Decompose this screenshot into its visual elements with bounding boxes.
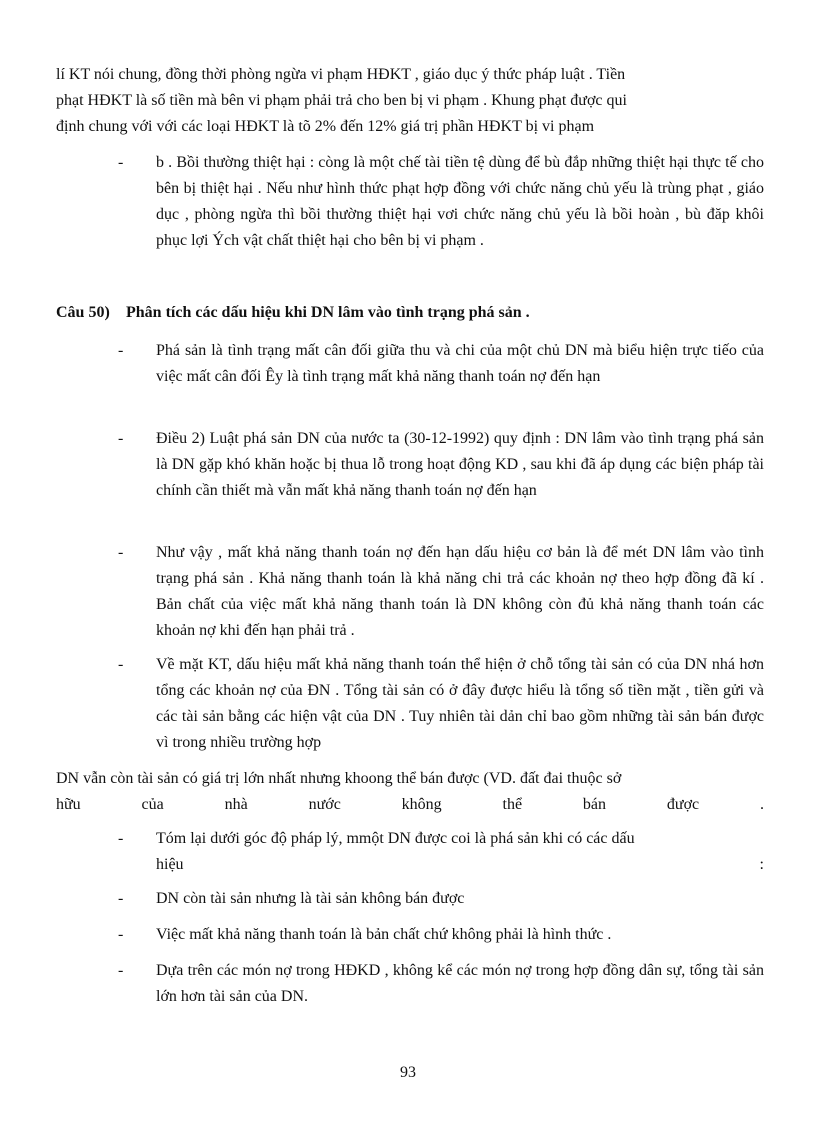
word: nhà [224,796,248,813]
bullet-dash: - [118,656,124,673]
bullet-dash: - [118,430,124,447]
intro-paragraph [56,62,764,140]
item-text: Phá sản là tình trạng mất cân đối giữa thu và chi của một chủ DN mà biểu hiện trực tiếo của việc mất cân đối Êy là tình trạng mất khả năng thanh toán nợ đến hạn [156,342,764,385]
summary-item [118,886,764,912]
word: . [759,796,764,813]
item-text: DN còn tài sản nhưng là tài sản không bán được [156,890,465,907]
word: được [666,796,700,813]
continuation-line: DN vẫn còn tài sản có giá trị lớn nhất nhưng khoong thể bán được (VD. đất đai thuộc sở [56,770,622,787]
continuation-spread-line [56,792,764,818]
word: hữu [56,796,81,813]
summary-item [118,958,764,1010]
list-item [118,540,764,644]
page-number: 93 [400,1064,416,1081]
bullet-dash: - [118,154,124,171]
item-text: Về mặt KT, dấu hiệu mất khả năng thanh toán thể hiện ở chỗ tổng tài sản có của DN nhá hơn tổng các khoản nợ của ĐN . Tổng tài sản có ở đây được hiểu là tổng số tiền mặt , tiền gửi và các tài sản bằng các hiện vật của DN . Tuy nhiên tài dản chỉ bao gồm những tài sản bán được vì trong nhiều trường hợp [156,656,764,751]
item-text: Như vậy , mất khả năng thanh toán nợ đến hạn dấu hiệu cơ bản là để mét DN lâm vào tình trạng phá sản . Khả năng thanh toán là khả năng chi trả các khoản nợ theo hợp đồng đã kí . Bản chất của việc mất khả năng thanh toán là DN không còn đủ khả năng thanh toán các khoản nợ khi đến hạn phải trả . [156,544,764,639]
continuation-paragraph [56,766,764,818]
word: bán [582,796,607,813]
question-title: Phân tích các dấu hiệu khi DN lâm vào tình trạng phá sản . [126,304,530,321]
item-colon: : [759,856,764,873]
item-text: Việc mất khả năng thanh toán là bản chất chứ không phải là hình thức . [156,926,612,943]
intro-line: phạt HĐKT là số tiền mà bên vi phạm phải trả cho ben bị vi phạm . Khung phạt được qui [56,92,627,109]
item-line: Tóm lại dưới góc độ pháp lý, mmột DN được coi là phá sản khi có các dấu [156,830,635,847]
item-text: Điều 2) Luật phá sản DN của nước ta (30-12-1992) quy định : DN lâm vào tình trạng phá sản là DN gặp khó khăn hoặc bị thua lỗ trong hoạt động KD , sau khi đã áp dụng các biện pháp tài chính cần thiết mà vẫn mất khả năng thanh toán nợ đến hạn [156,430,764,499]
question-number: Câu 50) [56,304,110,321]
bullet-dash: - [118,830,124,847]
item-text: Dựa trên các món nợ trong HĐKD , không kể các món nợ trong hợp đồng dân sự, tổng tài sản lớn hơn tài sản của DN. [156,962,764,1005]
intro-line: lí KT nói chung, đồng thời phòng ngừa vi phạm HĐKT , giáo dục ý thức pháp luật . Tiền [56,66,626,83]
list-item-compensation [118,150,764,254]
list-item [118,426,764,504]
item-text: b . Bồi thường thiệt hại : còng là một chế tài tiền tệ dùng để bù đắp những thiệt hại thực tế cho bên bị thiệt hại . Nếu như hình thức phạt hợp đồng với chức năng chủ yếu là trùng phạt , giáo dục , phòng ngừa thì bồi thường thiệt hại vơi chức năng chủ yếu là bồi hoàn , bù đăp khôi phục lợi Ých vật chất thiệt hại cho bên bị vi phạm . [156,154,764,249]
item-word: hiệu [156,856,184,873]
summary-item [118,826,764,878]
bullet-dash: - [118,544,124,561]
list-item [118,338,764,390]
bullet-dash: - [118,890,124,907]
bullet-dash: - [118,962,124,979]
summary-item [118,922,764,948]
bullet-dash: - [118,926,124,943]
word: thể [502,796,523,813]
word: không [401,796,442,813]
intro-line: định chung với với các loại HĐKT là tõ 2% đến 12% giá trị phần HĐKT bị vi phạm [56,118,595,135]
word: nước [308,796,341,813]
list-item [118,652,764,756]
item-text [156,826,764,878]
item-line [156,852,764,878]
word: của [141,796,164,813]
question-heading [56,300,764,326]
bullet-dash: - [118,342,124,359]
